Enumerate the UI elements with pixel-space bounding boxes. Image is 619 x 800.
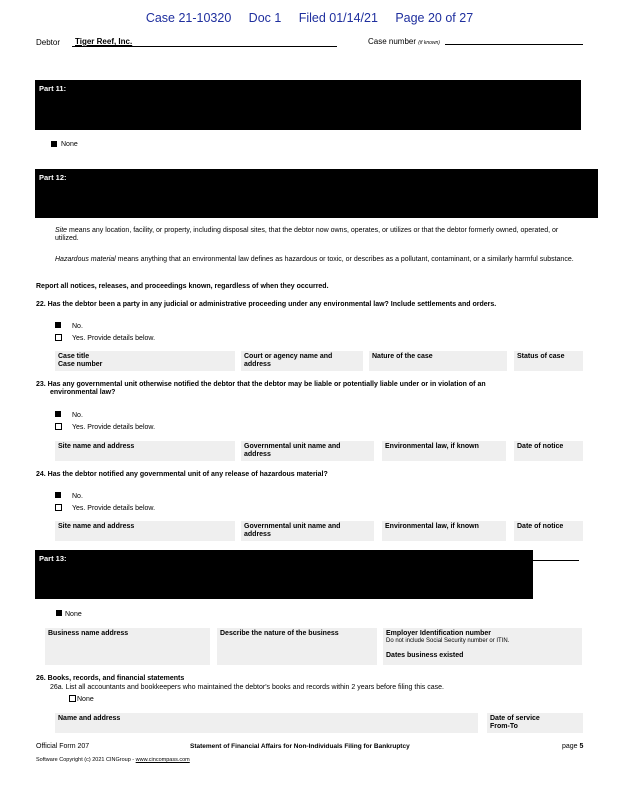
q22-col-court: Court or agency name and address: [241, 351, 363, 371]
question-26: 26. Books, records, and financial statements: [36, 675, 185, 682]
q24-col-date: Date of notice: [514, 521, 583, 541]
q24-yes-checkbox[interactable]: [55, 504, 62, 511]
footer-copyright: Software Copyright (c) 2021 CINGroup - www.cincompass.com: [36, 757, 190, 763]
q26a-none-checkbox[interactable]: [69, 695, 76, 702]
footer-site-link[interactable]: www.cincompass.com: [135, 757, 190, 763]
q23-no-label: No.: [72, 412, 83, 419]
part-11-label: Part 11:: [39, 84, 67, 93]
q23-col-date: Date of notice: [514, 441, 583, 461]
q23-col-site: Site name and address: [55, 441, 235, 461]
part-12-label: Part 12:: [39, 173, 67, 182]
q23-yes-label: Yes. Provide details below.: [72, 424, 156, 431]
part-13-label: Part 13:: [39, 554, 67, 563]
part-11-bar: [35, 80, 581, 130]
debtor-name-line: [72, 36, 337, 47]
q22-col-case-title: Case title Case number: [55, 351, 235, 371]
part-13-none-label: None: [65, 611, 82, 618]
q22-col-status: Status of case: [514, 351, 583, 371]
q23-col-gov-unit: Governmental unit name and address: [241, 441, 374, 461]
q22-col-nature: Nature of the case: [369, 351, 507, 371]
filed-date: Filed 01/14/21: [298, 11, 378, 25]
q24-yes-label: Yes. Provide details below.: [72, 505, 156, 512]
question-23: 23. Has any governmental unit otherwise notified the debtor that the debtor may be liable or potentially liable under or in violation of an environmental law?: [36, 381, 486, 396]
report-all-text: Report all notices, releases, and proceedings known, regardless of when they occurred.: [36, 283, 329, 290]
site-definition: Site means any location, facility, or property, including disposal sites, that the debtor now owns, operates, or utilizes or that the debtor formerly owned, operated, or utilized.: [55, 227, 559, 242]
q22-yes-label: Yes. Provide details below.: [72, 335, 156, 342]
q23-no-checkbox[interactable]: [55, 411, 61, 417]
case-id: Case 21-10320: [145, 11, 232, 25]
part-13-rule: [533, 560, 579, 561]
q24-no-label: No.: [72, 493, 83, 500]
case-number-hint: (if known): [418, 40, 440, 46]
part-12-bar: [35, 169, 598, 218]
debtor-name: Tiger Reef, Inc.: [75, 37, 133, 46]
question-24: 24. Has the debtor notified any governmental unit of any release of hazardous material?: [36, 471, 328, 478]
q23-yes-checkbox[interactable]: [55, 423, 62, 430]
q24-col-gov-unit: Governmental unit name and address: [241, 521, 374, 541]
part13-col-nature: Describe the nature of the business: [217, 628, 377, 665]
part13-col-ein: Employer Identification number Do not include Social Security number or ITIN. Dates business existed: [383, 628, 582, 665]
q22-no-label: No.: [72, 323, 83, 330]
question-26a: 26a. List all accountants and bookkeepers who maintained the debtor's books and records within 2 years before filing this case.: [50, 684, 444, 691]
hazardous-material-definition: Hazardous material means anything that an environmental law defines as hazardous or toxic, or describes as a pollutant, contaminant, or a similarly harmful substance.: [55, 256, 574, 263]
footer-form-title: Statement of Financial Affairs for Non-Individuals Filing for Bankruptcy: [190, 743, 410, 750]
case-number-line: [445, 36, 583, 45]
q26-col-name: Name and address: [55, 713, 478, 733]
q24-no-checkbox[interactable]: [55, 492, 61, 498]
part13-col-business-name: Business name address: [45, 628, 210, 665]
q23-col-env-law: Environmental law, if known: [382, 441, 506, 461]
q22-yes-checkbox[interactable]: [55, 334, 62, 341]
case-number-label: Case number (if known): [368, 37, 440, 46]
case-header: [0, 11, 619, 25]
page-count: Page 20 of 27: [395, 11, 474, 25]
q24-col-site: Site name and address: [55, 521, 235, 541]
part-11-none-checkbox[interactable]: [51, 141, 57, 147]
part-13-bar: [35, 550, 533, 599]
question-22: 22. Has the debtor been a party in any judicial or administrative proceeding under any environmental law? Include settlements and orders.: [36, 301, 497, 308]
doc-number: Doc 1: [248, 11, 282, 25]
q26-col-date-service: Date of service From-To: [487, 713, 583, 733]
part-13-none-checkbox[interactable]: [56, 610, 62, 616]
footer-page: page 5: [562, 743, 584, 750]
part-11-none-label: None: [61, 141, 78, 148]
q22-no-checkbox[interactable]: [55, 322, 61, 328]
debtor-label: Debtor: [36, 38, 61, 47]
footer-form-id: Official Form 207: [36, 743, 90, 750]
q26a-none-label: None: [77, 696, 94, 703]
q24-col-env-law: Environmental law, if known: [382, 521, 506, 541]
